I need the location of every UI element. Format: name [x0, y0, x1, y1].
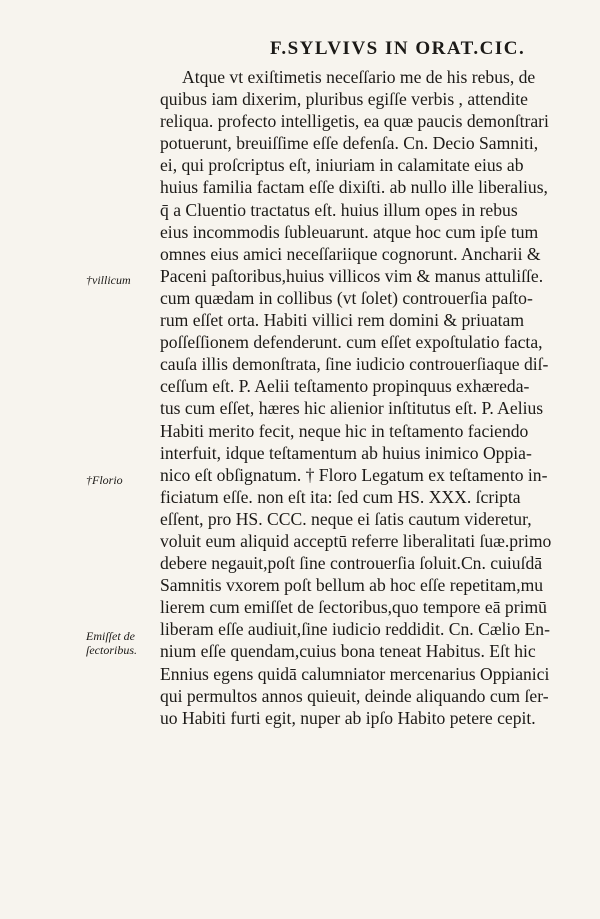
text-line: omnes eius amici neceſſariique cognorunt. Ancharii & [160, 243, 541, 264]
margin-note-villicum: †villicum [86, 273, 131, 287]
margin-note-emisset: Emiſſet de ſectoribus. [86, 629, 137, 657]
text-line: q̄ a Cluentio tractatus eſt. huius illum opes in rebus [160, 199, 518, 220]
text-line: voluit eum aliquid acceptū referre liberalitati ſuæ.primo [160, 530, 552, 551]
text-line: huius familia factam eſſe dixiſti. ab nullo ille liberalius, [160, 177, 548, 198]
text-line: uo Habiti furti egit, nuper ab ipſo Habito petere cepit. [160, 707, 536, 728]
text-line: debere negauit,poſt ſine controuerſia ſoluit.Cn. cuiuſdā [160, 553, 543, 574]
text-line: Ennius egens quidā calumniator mercenarius Oppianici [160, 663, 550, 684]
text-line: cum quædam in collibus (vt ſolet) controuerſia paſto- [160, 287, 533, 308]
text-line: Habiti merito fecit, neque hic in teſtamento faciendo [160, 420, 529, 441]
text-line: lierem cum emiſſet de ſectoribus,quo tempore eā primū [160, 597, 547, 618]
text-line: qui permultos annos quieuit, deinde aliquando cum ſer- [160, 685, 549, 706]
text-line: rum eſſet orta. Habiti villici rem domini & priuatam [160, 310, 525, 331]
text-line: tus cum eſſet, hæres hic alienior inſtitutus eſt. P. Aelius [160, 398, 544, 419]
text-line: nico eſt obſignatum. † Floro Legatum ex teſtamento in- [160, 464, 548, 485]
text-line: interfuit, idque teſtamentum ab huius inimico Oppia- [160, 442, 532, 463]
text-line: cauſa illis demonſtrata, ſine iudicio controuerſiaque diſ- [160, 354, 549, 375]
text-line: Paceni paſtoribus,huius villicos vim & manus attuliſſe. [160, 265, 544, 286]
text-line: Atque vt exiſtimetis neceſſario me de his rebus, de [182, 67, 536, 87]
text-line: eius incommodis ſubleuarunt. atque hoc cum ipſe tum [160, 221, 539, 242]
running-title: F.SYLVIVS IN ORAT.CIC. [270, 38, 526, 59]
text-line: reliqua. profecto intelligetis, ea quæ paucis demonſtrari [160, 111, 549, 132]
text-line: nium eſſe quendam,cuius bona teneat Habitus. Eſt hic [160, 641, 536, 662]
text-line: eſſent, pro HS. CCC. neque ei ſatis cautum videretur, [160, 508, 532, 529]
body-text [160, 66, 592, 729]
text-line: ei, qui proſcriptus eſt, iniuriam in calamitate eius ab [160, 155, 524, 176]
text-line: ficiatum eſſe. non eſt ita: ſed cum HS. XXX. ſcripta [160, 486, 521, 507]
text-line: liberam eſſe audiuit,ſine iudicio reddidit. Cn. Cælio En- [160, 619, 550, 640]
margin-note-florio: †Florio [86, 473, 123, 487]
text-line: potuerunt, breuiſſime eſſe defenſa. Cn. Decio Samniti, [160, 133, 539, 154]
text-line: quibus iam dixerim, pluribus egiſſe verbis , attendite [160, 89, 528, 110]
text-line: poſſeſſionem defenderunt. cum eſſet expoſtulatio facta, [160, 332, 543, 353]
text-line: ceſſum eſt. P. Aelii teſtamento propinquus exhæreda- [160, 376, 530, 397]
text-line: Samnitis vxorem poſt bellum ab hoc eſſe repetitam,mu [160, 575, 544, 596]
